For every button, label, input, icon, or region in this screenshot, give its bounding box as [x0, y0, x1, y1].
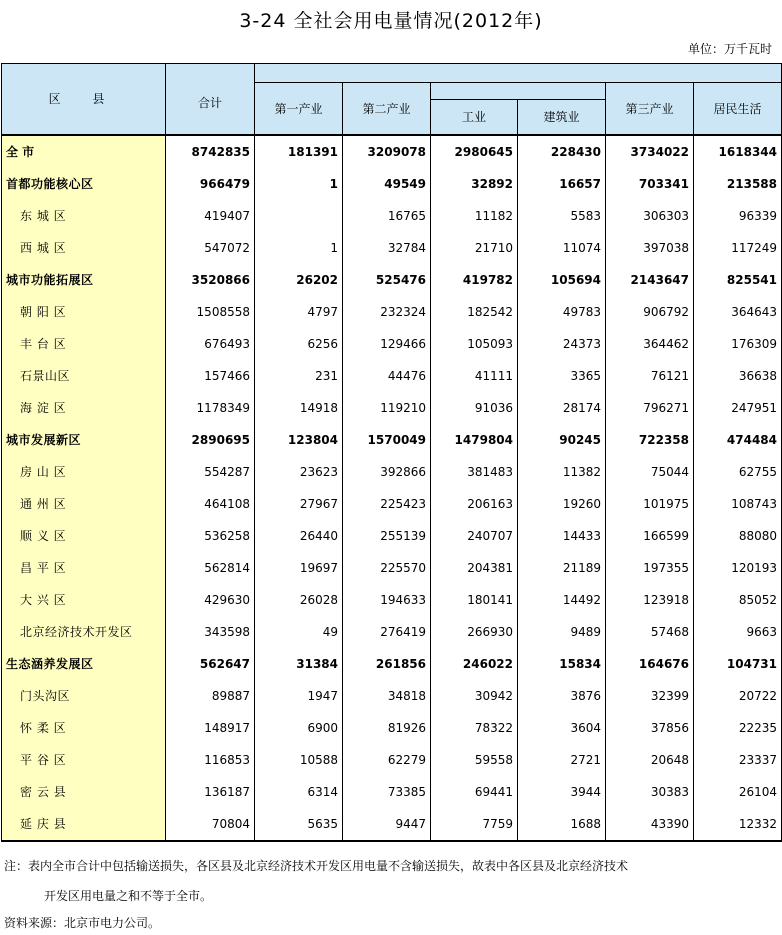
cell-residential: 9663 — [694, 616, 782, 648]
cell-construction: 19260 — [518, 488, 606, 520]
cell-construction: 2721 — [518, 744, 606, 776]
cell-primary — [255, 200, 343, 232]
row-name: 朝 阳 区 — [2, 296, 166, 328]
cell-construction: 49783 — [518, 296, 606, 328]
cell-residential: 62755 — [694, 456, 782, 488]
cell-tertiary: 43390 — [606, 808, 694, 841]
cell-residential: 108743 — [694, 488, 782, 520]
electricity-table — [1, 63, 782, 842]
header-industry: 工业 — [431, 100, 518, 135]
cell-secondary: 3209078 — [343, 135, 431, 168]
cell-industry: 11182 — [431, 200, 518, 232]
cell-total: 464108 — [166, 488, 255, 520]
row-name: 房 山 区 — [2, 456, 166, 488]
row-name: 海 淀 区 — [2, 392, 166, 424]
cell-residential: 20722 — [694, 680, 782, 712]
cell-construction: 3944 — [518, 776, 606, 808]
row-name: 昌 平 区 — [2, 552, 166, 584]
cell-residential: 12332 — [694, 808, 782, 841]
cell-tertiary: 76121 — [606, 360, 694, 392]
cell-construction: 21189 — [518, 552, 606, 584]
row-name: 城市发展新区 — [2, 424, 166, 456]
cell-industry: 78322 — [431, 712, 518, 744]
table-row — [2, 488, 782, 520]
cell-primary: 1 — [255, 232, 343, 264]
cell-industry: 1479804 — [431, 424, 518, 456]
cell-total: 136187 — [166, 776, 255, 808]
unit-label: 单位：万千瓦时 — [687, 42, 772, 56]
cell-construction: 3876 — [518, 680, 606, 712]
cell-construction: 105694 — [518, 264, 606, 296]
cell-construction: 14433 — [518, 520, 606, 552]
cell-total: 562647 — [166, 648, 255, 680]
cell-secondary: 32784 — [343, 232, 431, 264]
cell-total: 3520866 — [166, 264, 255, 296]
header-tertiary: 第三产业 — [606, 83, 694, 135]
row-name: 顺 义 区 — [2, 520, 166, 552]
table-row — [2, 744, 782, 776]
cell-total: 8742835 — [166, 135, 255, 168]
cell-residential: 88080 — [694, 520, 782, 552]
cell-construction: 28174 — [518, 392, 606, 424]
cell-primary: 231 — [255, 360, 343, 392]
table-row — [2, 616, 782, 648]
cell-industry: 105093 — [431, 328, 518, 360]
cell-tertiary: 123918 — [606, 584, 694, 616]
cell-tertiary: 101975 — [606, 488, 694, 520]
table-row — [2, 135, 782, 168]
cell-secondary: 261856 — [343, 648, 431, 680]
table-row — [2, 328, 782, 360]
cell-primary: 27967 — [255, 488, 343, 520]
header-primary: 第一产业 — [255, 83, 343, 135]
cell-industry: 32892 — [431, 168, 518, 200]
cell-primary: 181391 — [255, 135, 343, 168]
cell-primary: 1947 — [255, 680, 343, 712]
row-name: 怀 柔 区 — [2, 712, 166, 744]
cell-construction: 1688 — [518, 808, 606, 841]
cell-total: 676493 — [166, 328, 255, 360]
table-row — [2, 776, 782, 808]
cell-residential: 117249 — [694, 232, 782, 264]
cell-total: 419407 — [166, 200, 255, 232]
cell-primary: 19697 — [255, 552, 343, 584]
cell-total: 554287 — [166, 456, 255, 488]
cell-primary: 26440 — [255, 520, 343, 552]
row-name: 首都功能核心区 — [2, 168, 166, 200]
note-line-2: 开发区用电量之和不等于全市。 — [44, 889, 213, 903]
cell-total: 116853 — [166, 744, 255, 776]
cell-construction: 90245 — [518, 424, 606, 456]
cell-industry: 41111 — [431, 360, 518, 392]
cell-residential: 23337 — [694, 744, 782, 776]
cell-construction: 3365 — [518, 360, 606, 392]
cell-primary: 5635 — [255, 808, 343, 841]
cell-residential: 22235 — [694, 712, 782, 744]
cell-industry: 180141 — [431, 584, 518, 616]
note-line-1: 注：表内全市合计中包括输送损失，各区县及北京经济技术开发区用电量不含输送损失，故表中各区县及北京经济技术 — [4, 859, 629, 873]
cell-total: 157466 — [166, 360, 255, 392]
table-row — [2, 456, 782, 488]
cell-construction: 3604 — [518, 712, 606, 744]
cell-primary: 6256 — [255, 328, 343, 360]
cell-secondary: 44476 — [343, 360, 431, 392]
header-construction: 建筑业 — [518, 100, 606, 135]
cell-residential: 474484 — [694, 424, 782, 456]
table-row — [2, 360, 782, 392]
cell-primary: 26028 — [255, 584, 343, 616]
cell-total: 536258 — [166, 520, 255, 552]
data-source: 资料来源：北京市电力公司。 — [4, 916, 161, 930]
cell-total: 343598 — [166, 616, 255, 648]
table-row — [2, 424, 782, 456]
cell-residential: 36638 — [694, 360, 782, 392]
cell-total: 966479 — [166, 168, 255, 200]
cell-industry: 2980645 — [431, 135, 518, 168]
table-row — [2, 648, 782, 680]
cell-tertiary: 37856 — [606, 712, 694, 744]
cell-secondary: 225570 — [343, 552, 431, 584]
cell-construction: 5583 — [518, 200, 606, 232]
cell-residential: 1618344 — [694, 135, 782, 168]
cell-industry: 30942 — [431, 680, 518, 712]
cell-tertiary: 30383 — [606, 776, 694, 808]
cell-secondary: 525476 — [343, 264, 431, 296]
row-name: 东 城 区 — [2, 200, 166, 232]
cell-secondary: 255139 — [343, 520, 431, 552]
row-name: 大 兴 区 — [2, 584, 166, 616]
cell-total: 429630 — [166, 584, 255, 616]
cell-tertiary: 75044 — [606, 456, 694, 488]
cell-residential: 26104 — [694, 776, 782, 808]
cell-secondary: 73385 — [343, 776, 431, 808]
cell-construction: 16657 — [518, 168, 606, 200]
cell-primary: 10588 — [255, 744, 343, 776]
notes — [4, 851, 628, 911]
row-name: 北京经济技术开发区 — [2, 616, 166, 648]
cell-construction: 11382 — [518, 456, 606, 488]
cell-tertiary: 32399 — [606, 680, 694, 712]
cell-secondary: 1570049 — [343, 424, 431, 456]
cell-tertiary: 306303 — [606, 200, 694, 232]
cell-primary: 14918 — [255, 392, 343, 424]
cell-secondary: 225423 — [343, 488, 431, 520]
cell-construction: 24373 — [518, 328, 606, 360]
header-total: 合计 — [166, 64, 255, 135]
cell-secondary: 49549 — [343, 168, 431, 200]
cell-tertiary: 796271 — [606, 392, 694, 424]
table-row — [2, 392, 782, 424]
table-row — [2, 296, 782, 328]
cell-primary: 31384 — [255, 648, 343, 680]
cell-secondary: 81926 — [343, 712, 431, 744]
cell-residential: 213588 — [694, 168, 782, 200]
cell-industry: 204381 — [431, 552, 518, 584]
cell-residential: 176309 — [694, 328, 782, 360]
cell-residential: 247951 — [694, 392, 782, 424]
table-row — [2, 712, 782, 744]
cell-total: 1508558 — [166, 296, 255, 328]
cell-tertiary: 2143647 — [606, 264, 694, 296]
cell-industry: 240707 — [431, 520, 518, 552]
cell-industry: 246022 — [431, 648, 518, 680]
cell-tertiary: 364462 — [606, 328, 694, 360]
cell-construction: 14492 — [518, 584, 606, 616]
table-row — [2, 808, 782, 841]
cell-primary: 1 — [255, 168, 343, 200]
cell-primary: 23623 — [255, 456, 343, 488]
cell-secondary: 34818 — [343, 680, 431, 712]
cell-secondary: 119210 — [343, 392, 431, 424]
table-title: 3-24 全社会用电量情况(2012年) — [239, 10, 543, 32]
cell-residential: 85052 — [694, 584, 782, 616]
cell-total: 547072 — [166, 232, 255, 264]
cell-residential: 364643 — [694, 296, 782, 328]
row-name: 石景山区 — [2, 360, 166, 392]
row-name: 延 庆 县 — [2, 808, 166, 841]
row-name: 丰 台 区 — [2, 328, 166, 360]
cell-industry: 21710 — [431, 232, 518, 264]
cell-total: 2890695 — [166, 424, 255, 456]
cell-secondary: 16765 — [343, 200, 431, 232]
row-name: 通 州 区 — [2, 488, 166, 520]
row-name: 平 谷 区 — [2, 744, 166, 776]
header-secondary: 第二产业 — [343, 83, 431, 135]
cell-total: 89887 — [166, 680, 255, 712]
cell-industry: 381483 — [431, 456, 518, 488]
cell-industry: 7759 — [431, 808, 518, 841]
table-row — [2, 520, 782, 552]
cell-construction: 9489 — [518, 616, 606, 648]
cell-tertiary: 164676 — [606, 648, 694, 680]
cell-secondary: 194633 — [343, 584, 431, 616]
header-residential: 居民生活 — [694, 83, 782, 135]
cell-primary: 49 — [255, 616, 343, 648]
cell-total: 1178349 — [166, 392, 255, 424]
table-row — [2, 584, 782, 616]
cell-secondary: 129466 — [343, 328, 431, 360]
cell-tertiary: 197355 — [606, 552, 694, 584]
cell-residential: 120193 — [694, 552, 782, 584]
cell-construction: 15834 — [518, 648, 606, 680]
cell-total: 148917 — [166, 712, 255, 744]
cell-primary: 4797 — [255, 296, 343, 328]
cell-tertiary: 20648 — [606, 744, 694, 776]
row-name: 城市功能拓展区 — [2, 264, 166, 296]
cell-tertiary: 3734022 — [606, 135, 694, 168]
cell-industry: 266930 — [431, 616, 518, 648]
cell-industry: 206163 — [431, 488, 518, 520]
table-row — [2, 552, 782, 584]
cell-total: 70804 — [166, 808, 255, 841]
row-name: 全 市 — [2, 135, 166, 168]
table-row — [2, 680, 782, 712]
row-name: 密 云 县 — [2, 776, 166, 808]
row-name: 西 城 区 — [2, 232, 166, 264]
cell-industry: 59558 — [431, 744, 518, 776]
table-row — [2, 200, 782, 232]
cell-secondary: 232324 — [343, 296, 431, 328]
cell-industry: 419782 — [431, 264, 518, 296]
header-area: 区 县 — [2, 64, 166, 135]
cell-tertiary: 722358 — [606, 424, 694, 456]
cell-tertiary: 57468 — [606, 616, 694, 648]
cell-residential: 104731 — [694, 648, 782, 680]
row-name: 生态涵养发展区 — [2, 648, 166, 680]
table-row — [2, 168, 782, 200]
cell-tertiary: 166599 — [606, 520, 694, 552]
cell-primary: 26202 — [255, 264, 343, 296]
cell-industry: 69441 — [431, 776, 518, 808]
cell-secondary: 9447 — [343, 808, 431, 841]
cell-primary: 6314 — [255, 776, 343, 808]
table-row — [2, 232, 782, 264]
cell-total: 562814 — [166, 552, 255, 584]
cell-secondary: 392866 — [343, 456, 431, 488]
cell-secondary: 276419 — [343, 616, 431, 648]
cell-primary: 123804 — [255, 424, 343, 456]
cell-industry: 182542 — [431, 296, 518, 328]
cell-residential: 825541 — [694, 264, 782, 296]
cell-tertiary: 906792 — [606, 296, 694, 328]
cell-secondary: 62279 — [343, 744, 431, 776]
row-name: 门头沟区 — [2, 680, 166, 712]
table-row — [2, 264, 782, 296]
cell-construction: 228430 — [518, 135, 606, 168]
cell-industry: 91036 — [431, 392, 518, 424]
cell-tertiary: 703341 — [606, 168, 694, 200]
cell-tertiary: 397038 — [606, 232, 694, 264]
cell-construction: 11074 — [518, 232, 606, 264]
cell-primary: 6900 — [255, 712, 343, 744]
cell-residential: 96339 — [694, 200, 782, 232]
